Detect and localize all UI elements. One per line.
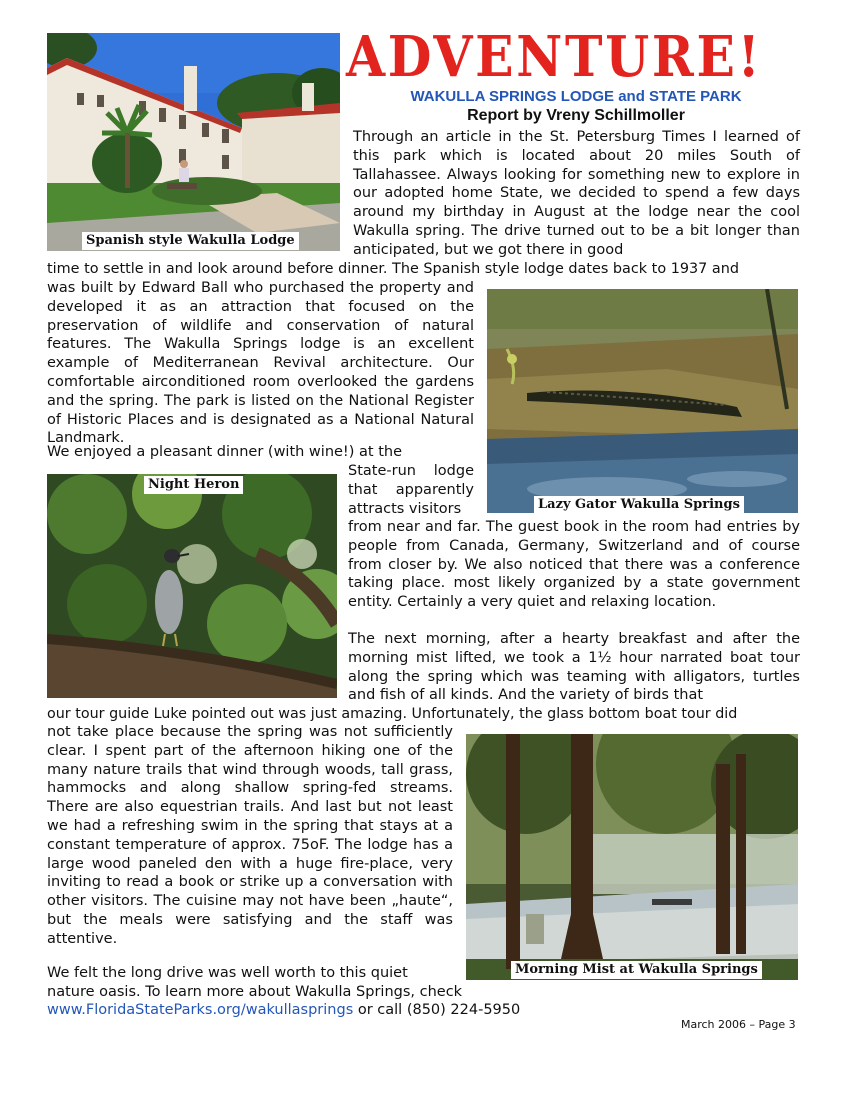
mist-photo — [466, 734, 798, 980]
heron-photo — [47, 474, 337, 698]
article-paragraph-7: The next morning, after a hearty breakfast and after the morning mist lifted, we took a 1½ hour narrated boat tour along the spring which was teaming with alligators, turtles and fish of all kinds. And the variety of birds that — [348, 631, 800, 704]
contact-line — [47, 1001, 647, 1020]
page-footer: March 2006 – Page 3 — [681, 1018, 796, 1031]
lodge-caption: Spanish style Wakulla Lodge — [82, 232, 299, 250]
article-paragraph-2: time to settle in and look around before dinner. The Spanish style lodge dates back to 1937 and — [47, 261, 739, 277]
article-paragraph-5: State-run lodge that apparently attracts visitors — [348, 463, 474, 517]
gator-caption: Lazy Gator Wakulla Springs — [534, 496, 744, 514]
park-website-link[interactable]: www.FloridaStateParks.org/wakullasprings — [47, 1002, 354, 1018]
article-paragraph-9: not take place because the spring was not sufficiently clear. I spent part of the afternoon hiking one of the many nature trails that wind through woods, tall grass, hammocks and along shallow spring-fed streams. There are also equestrian trails. And last but not least we had a refreshing swim in the spring that stays at a constant temperature of approx. 75oF. The lodge has a large wood paneled den with a huge fire-place, very inviting to read a book or strike up a conversation with other visitors. The cuisine may not have been „haute“, but the meals were satisfying and the staff was attentive. — [47, 724, 453, 947]
article-paragraph-8: our tour guide Luke pointed out was just amazing. Unfortunately, the glass bottom boat tour did — [47, 706, 738, 722]
article-paragraph-10: We felt the long drive was well worth to this quiet — [47, 965, 408, 981]
lodge-photo — [47, 33, 340, 251]
article-paragraph-11: nature oasis. To learn more about Wakulla Springs, check — [47, 984, 463, 1000]
article-paragraph-6: from near and far. The guest book in the room had entries by people from Canada, Germany, Switzerland and of course from closer by. We also noticed that there was a conference taking place. most likely organized by a state government entity. Certainly a very quiet and relaxing location. — [348, 519, 800, 611]
gator-illustration — [487, 289, 798, 513]
page-title: ADVENTURE! — [346, 24, 763, 90]
article-paragraph-4: We enjoyed a pleasant dinner (with wine!) at the — [47, 444, 402, 460]
lodge-illustration — [47, 33, 340, 251]
heron-illustration — [47, 474, 337, 698]
article-subtitle: WAKULLA SPRINGS LODGE and STATE PARK — [410, 88, 742, 105]
phone-text: or call (850) 224-5950 — [353, 1002, 521, 1018]
mist-illustration — [466, 734, 798, 980]
article-paragraph-3: was built by Edward Ball who purchased the property and developed it as an attraction that focused on the preservation of wildlife and conservation of natural features. The Wakulla Springs lodge is an excellent example of Mediterranean Revival architecture. Our comfortable airconditioned room overlooked the gardens and the spring. The park is listed on the National Register of Historic Places and is designated as a National Natural Landmark. — [47, 280, 474, 447]
article-paragraph-1: Through an article in the St. Petersburg Times I learned of this park which is located about 20 miles South of Tallahassee. Always looking for something new to explore in our adopted home State, we decided to spend a few days around my birthday in August at the lodge near the cool Wakulla spring. The drive turned out to be a bit longer than anticipated, but we got there in good — [353, 129, 800, 258]
heron-caption: Night Heron — [144, 476, 243, 494]
mist-caption: Morning Mist at Wakulla Springs — [511, 961, 762, 979]
article-byline: Report by Vreny Schillmoller — [467, 107, 685, 124]
gator-photo — [487, 289, 798, 513]
